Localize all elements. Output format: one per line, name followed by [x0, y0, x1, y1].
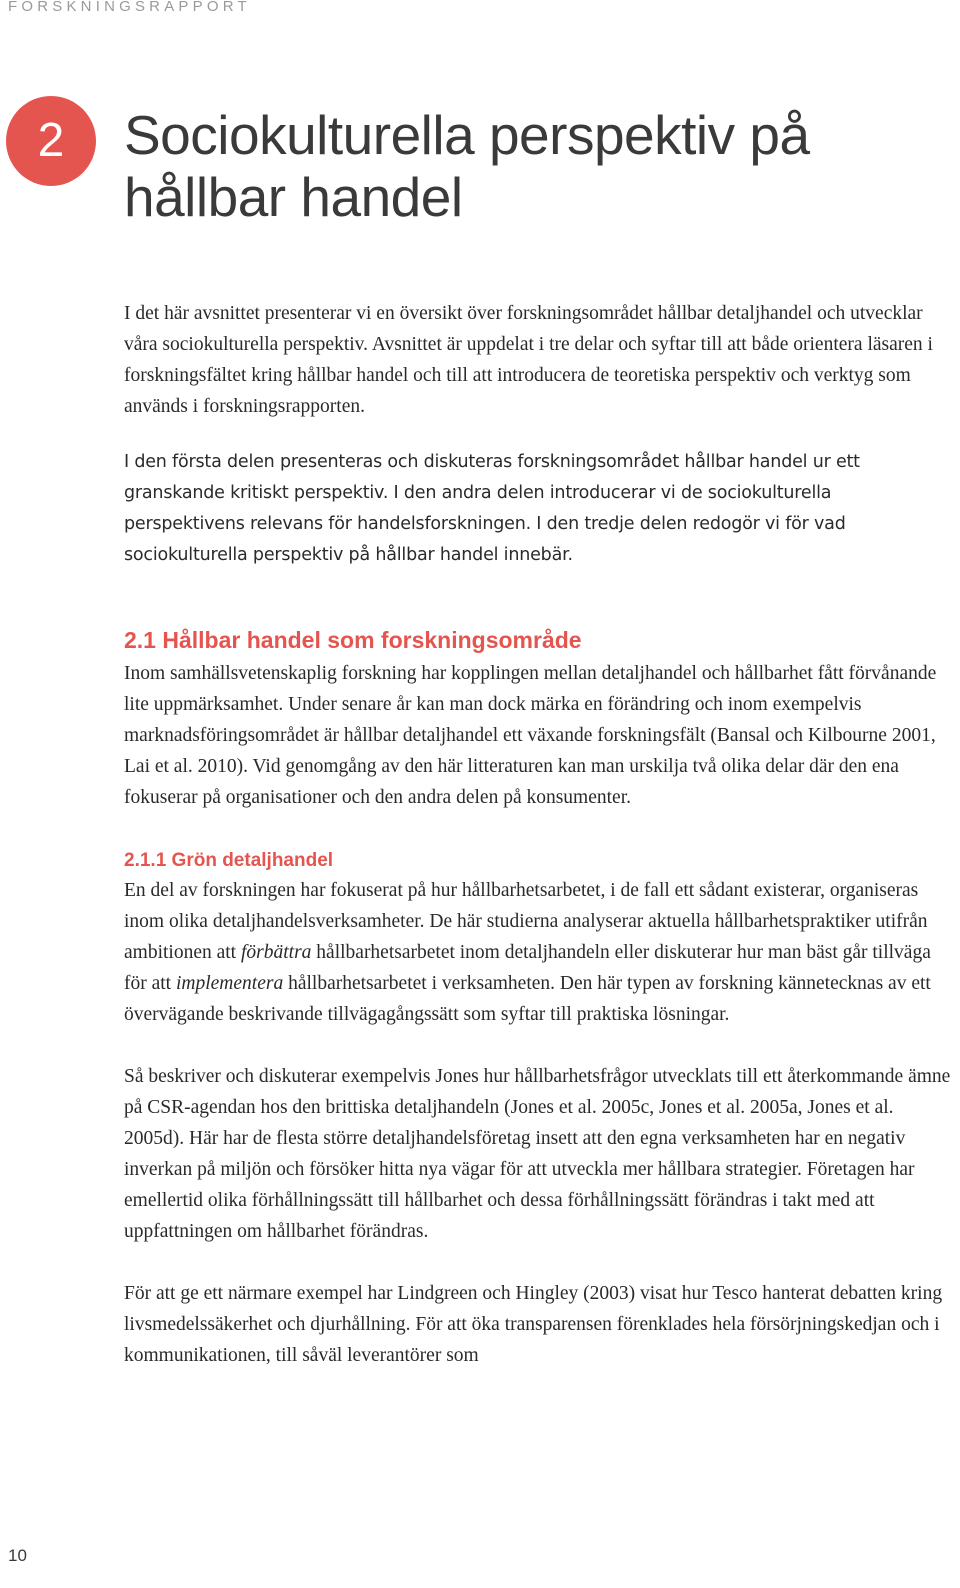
main-content — [124, 298, 954, 1371]
page-number: 10 — [8, 1546, 27, 1565]
section-2-1-1-paragraph-3: För att ge ett närmare exempel har Lindgreen och Hingley (2003) visat hur Tesco hanterat debatten kring livsmedelssäkerhet och djurhållning. För att öka transparensen förenklades hela försörjningskedjan och i kommunikationen, till såväl leverantörer som — [124, 1283, 943, 1366]
chapter-number-badge — [6, 96, 96, 186]
emphasis-forbattra: förbättra — [240, 942, 312, 963]
section-2-1-paragraph: Inom samhällsvetenskaplig forskning har kopplingen mellan detaljhandel och hållbarhet fått förvånande lite uppmärksamhet. Under senare år kan man dock märka en förändring och inom exempelvis marknadsföringsområdet är hållbar detaljhandel ett växande forskningsfält (Bansal och Kilbourne 2001, Lai et al. 2010). Vid genomgång av den här litteraturen kan man urskilja två olika delar där den ena fokuserar på organisationer och den andra delen på konsumenter. — [124, 663, 937, 808]
chapter-title — [124, 104, 944, 228]
intro-paragraph-2: I den första delen presenteras och diskuteras forskningsområdet hållbar handel ur ett granskande kritiskt perspektiv. I den andra delen introducerar vi de sociokulturella perspektivens relevans för handelsforskningen. I den tredje delen redogör vi för vad sociokulturella perspektiv på hållbar handel innebär. — [124, 452, 860, 565]
chapter-title-line-1: Sociokulturella perspektiv på — [124, 104, 810, 166]
section-2-1-1-paragraph-1: En del av forskningen har fokuserat på hur hållbarhetsarbetet, i de fall ett sådant existerar, organiseras inom olika detaljhandelsverksamheter. De här studierna analyserar aktuella hållbarhetspraktiker utifrån ambitionen att förbättra hållbarhetsarbetet inom detaljhandeln eller diskuterar hur man bäst går tillväga för att implementera hållbarhetsarbetet i verksamheten. Den här typen av forskning kännetecknas av ett övervägande beskrivande tillvägagångssätt som syftar till praktiska lösningar. — [124, 880, 931, 1025]
chapter-number: 2 — [37, 113, 65, 167]
chapter-title-line-2: hållbar handel — [124, 166, 463, 228]
section-heading-2-1: 2.1 Hållbar handel som forskningsområde — [124, 627, 582, 653]
running-head: FORSKNINGSRAPPORT — [8, 0, 251, 15]
intro-paragraph-1: I det här avsnittet presenterar vi en översikt över forskningsområdet hållbar detaljhandel och utvecklar våra sociokulturella perspektiv. Avsnittet är uppdelat i tre delar och syftar till att både orientera läsaren i forskningsfältet kring hållbar handel och till att introducera de teoretiska perspektiv och verktyg som används i forskningsrapporten. — [124, 303, 933, 417]
emphasis-implementera: implementera — [175, 973, 284, 994]
section-heading-2-1-1: 2.1.1 Grön detaljhandel — [124, 850, 334, 871]
section-2-1-1-paragraph-2: Så beskriver och diskuterar exempelvis Jones hur hållbarhetsfrågor utvecklats till ett återkommande ämne på CSR-agendan hos den brittiska detaljhandeln (Jones et al. 2005c, Jones et al. 2005a, Jones et al. 2005d). Här har de flesta större detaljhandelsföretag insett att den egna verksamheten har en negativ inverkan på miljön och försöker hitta nya vägar för att utveckla mer hållbara strategier. Företagen har emellertid olika förhållningssätt till hållbarhet och dessa förhållningssätt förändras i takt med att uppfattningen om hållbarhet förändras. — [124, 1066, 951, 1242]
